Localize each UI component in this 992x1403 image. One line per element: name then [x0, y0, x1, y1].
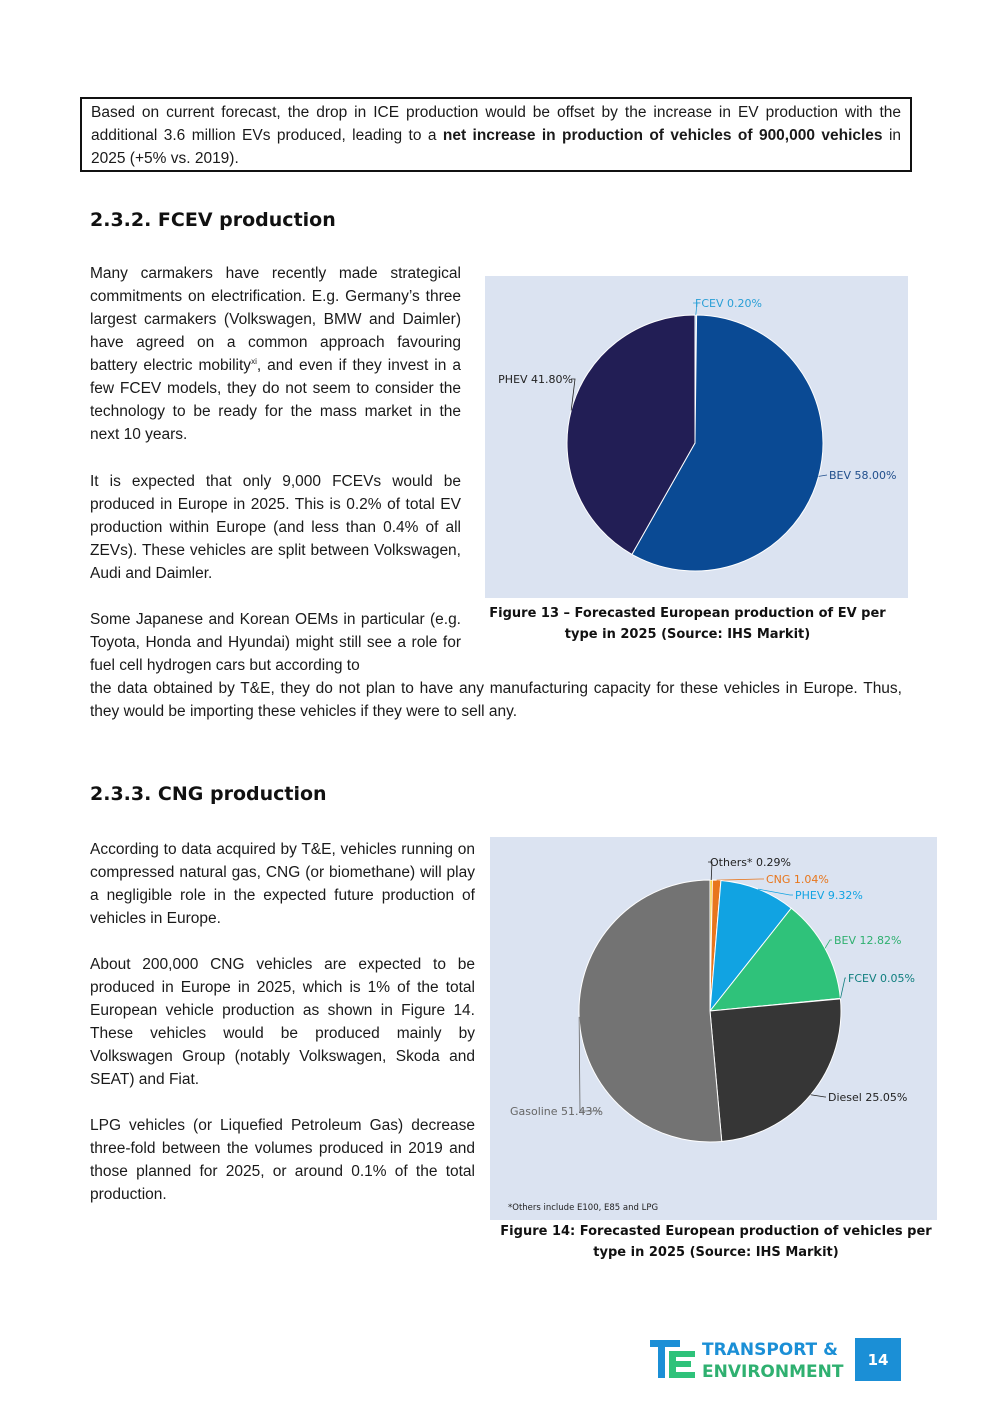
footnote-ref[interactable]: xi — [251, 356, 257, 366]
cng-paragraph-3: LPG vehicles (or Liquefied Petroleum Gas) decrease three-fold between the volumes produced in 2019 and those planned for 2025, or around 0.1% of the total production. — [90, 1117, 475, 1203]
pie-label-diesel: Diesel 25.05% — [828, 1091, 908, 1104]
pie-label-cng: CNG 1.04% — [766, 873, 829, 886]
leader-line-diesel — [811, 1095, 826, 1097]
fcev-p1-before: Many carmakers have recently made strategical commitments on electrification. E.g. Germany’s three largest carmakers (Volkswagen, BMW and Daimler) have agreed on a common approach favouring battery electric mobility — [90, 265, 461, 374]
pie-slice-diesel — [710, 999, 841, 1142]
vehicle-pie-chart — [490, 837, 937, 1220]
figure-13-chart — [485, 276, 908, 598]
fcev-p1-after: , and even if they invest in a few FCEV models, they do not seem to consider the technology to be ready for the mass market in the next 10 years. — [90, 357, 461, 443]
callout-text-end: in 2025 (+5% vs. 2019). — [91, 127, 902, 167]
te-logo-mark-icon — [650, 1340, 695, 1378]
figure-14-caption: Figure 14: Forecasted European production of vehicles per type in 2025 (Source: IHS Markit) — [500, 1224, 932, 1260]
pie-label-fcev: FCEV 0.20% — [695, 297, 762, 310]
callout-box — [80, 97, 912, 172]
pie-label-gasoline: Gasoline 51.43% — [509, 1105, 603, 1118]
section-heading-fcev: 2.3.2. FCEV production — [90, 209, 336, 231]
figure-14-footnote: *Others include E100, E85 and LPG — [508, 1203, 659, 1213]
leader-line-fcev — [840, 978, 846, 999]
leader-line-bev — [819, 475, 827, 476]
fcev-paragraph-2: It is expected that only 9,000 FCEVs would be produced in Europe in 2025. This is 0.2% of total EV production within Europe (and less than 0.4% of all ZEVs). These vehicles are split between Volkswagen, Audi and Daimler. — [90, 473, 461, 582]
fcev-paragraph-3-cont: the data obtained by T&E, they do not plan to have any manufacturing capacity for these vehicles in Europe. Thus, they would be importing these vehicles if they were to sell any. — [90, 680, 902, 720]
logo-text-line2: ENVIRONMENT — [702, 1362, 844, 1382]
ev-pie-chart — [485, 276, 908, 598]
pie-label-others: Others* 0.29% — [710, 856, 791, 869]
section-heading-cng: 2.3.3. CNG production — [90, 783, 327, 805]
cng-paragraph-2: About 200,000 CNG vehicles are expected to be produced in Europe in 2025, which is 1% of the total European vehicle production as shown in Figure 14. These vehicles would be produced mainly by Volkswagen Group (notably Volkswagen, Skoda and SEAT) and Fiat. — [90, 956, 475, 1088]
cng-paragraph-1: According to data acquired by T&E, vehicles running on compressed natural gas, CNG (or biomethane) will play a negligible role in the expected future production of vehicles in Europe. — [90, 841, 475, 927]
fcev-paragraph-1 — [90, 262, 461, 446]
leader-line-bev — [825, 940, 832, 948]
pie-label-bev: BEV 58.00% — [829, 469, 897, 482]
pie-slice-gasoline — [579, 880, 722, 1142]
callout-text: Based on current forecast, the drop in ICE production would be offset by the increase in EV production with the additional 3.6 million EVs produced, leading to a — [91, 104, 901, 144]
pie-label-bev: BEV 12.82% — [834, 934, 902, 947]
page-number: 14 — [855, 1338, 901, 1381]
callout-bold-text: net increase in production of vehicles of 900,000 vehicles — [442, 127, 883, 144]
pie-label-phev: PHEV 41.80% — [498, 373, 573, 386]
pie-label-fcev: FCEV 0.05% — [848, 972, 915, 985]
pie-label-phev: PHEV 9.32% — [795, 889, 863, 902]
logo-text-line1: TRANSPORT & — [702, 1340, 838, 1360]
transport-environment-logo — [650, 1338, 850, 1382]
figure-14-chart — [490, 837, 937, 1220]
figure-13-caption: Figure 13 – Forecasted European production of EV per type in 2025 (Source: IHS Markit) — [489, 606, 886, 642]
leader-line-cng — [717, 879, 764, 880]
fcev-paragraph-3: Some Japanese and Korean OEMs in particular (e.g. Toyota, Honda and Hyundai) might still see a role for fuel cell hydrogen cars but according to — [90, 611, 461, 674]
